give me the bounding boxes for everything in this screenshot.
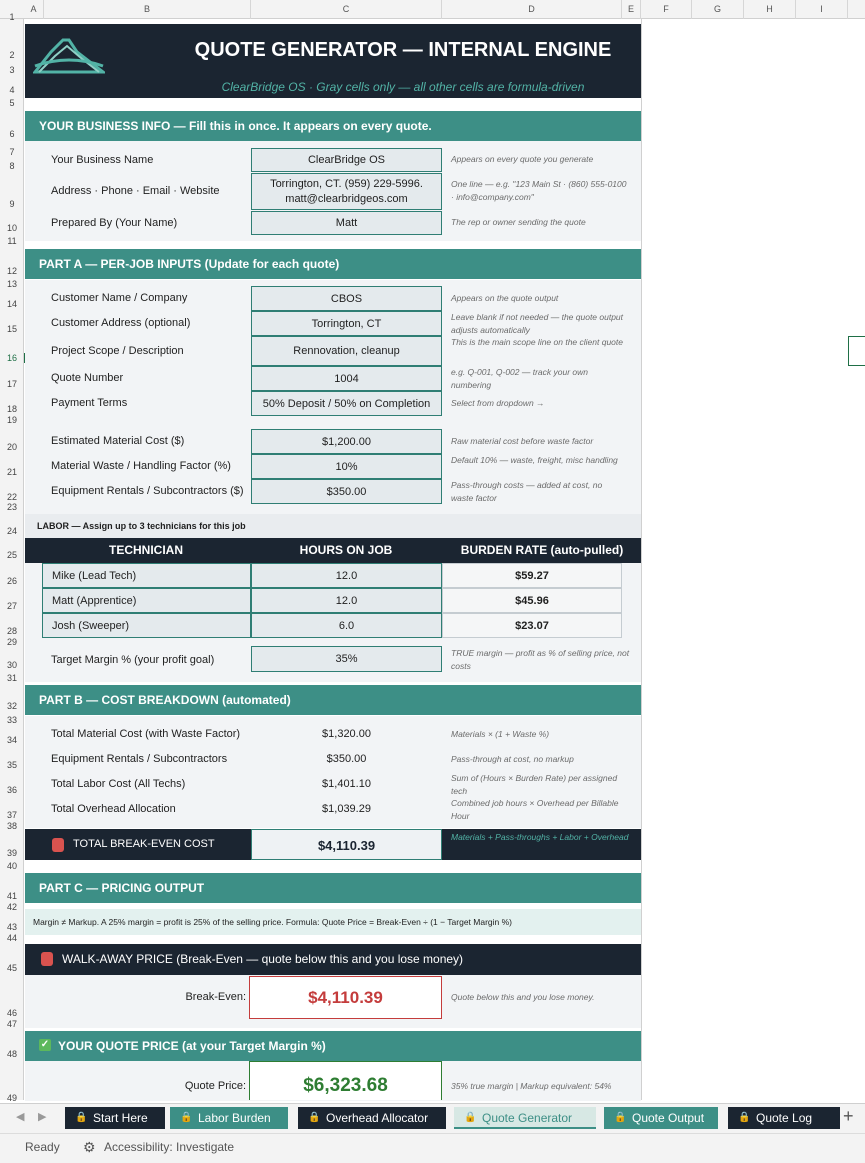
row-number[interactable]: 6 — [9, 129, 15, 139]
row-number[interactable]: 3 — [9, 65, 15, 75]
lock-icon: 🔒 — [308, 1112, 321, 1123]
row-number[interactable]: 45 — [6, 963, 17, 973]
quote-price-hint: 35% true margin | Markup equivalent: 54% — [451, 1081, 612, 1091]
add-sheet-icon[interactable]: + — [843, 1106, 854, 1126]
cost-row-hint: Default 10% — waste, freight, misc handling — [451, 455, 618, 465]
sheet-tab-quote-output[interactable] — [604, 1107, 718, 1129]
part-a-row-hint: Leave blank if not needed — the quote output adjusts automatically — [451, 312, 624, 335]
labor-note: LABOR — Assign up to 3 technicians for this job — [25, 514, 641, 538]
breakeven-hint: Quote below this and you lose money. — [451, 992, 595, 1002]
part-b-row-hint: Pass-through at cost, no markup — [451, 754, 574, 764]
sheet-tab-label: Quote Log — [756, 1111, 813, 1125]
part-a-row-label: Customer Address (optional) — [51, 317, 191, 329]
row-number[interactable]: 39 — [6, 848, 17, 858]
sheet-tab-labor-burden[interactable] — [170, 1107, 288, 1129]
business-row-label: Your Business Name — [51, 154, 154, 166]
part-a-input-4[interactable]: 50% Deposit / 50% on Completion — [251, 391, 442, 416]
row-number[interactable]: 22 — [6, 492, 17, 502]
status-ready: Ready — [25, 1140, 60, 1154]
breakeven-total-bar — [25, 829, 641, 860]
business-section-header: YOUR BUSINESS INFO — Fill this in once. It appears on every quote. — [25, 111, 641, 141]
part-b-row-hint: Combined job hours × Overhead per Billable Hour — [451, 798, 619, 821]
labor-col-hours: HOURS ON JOB — [299, 543, 393, 557]
row-number[interactable]: 43 — [6, 922, 17, 932]
row-number[interactable]: 19 — [6, 415, 17, 425]
row-number[interactable]: 26 — [6, 576, 17, 586]
business-row-hint: Appears on every quote you generate — [451, 154, 594, 164]
row-number[interactable]: 47 — [6, 1019, 17, 1029]
row-number[interactable]: 20 — [6, 442, 17, 452]
part-b-row-hint: Sum of (Hours × Burden Rate) per assigned tech — [451, 773, 618, 796]
technician-input-2[interactable]: Josh (Sweeper) — [42, 613, 251, 638]
part-a-row-label: Project Scope / Description — [51, 345, 184, 357]
row-number[interactable]: 24 — [6, 526, 17, 536]
part-a-header: PART A — PER-JOB INPUTS (Update for each quote) — [25, 249, 641, 279]
business-row-label: Prepared By (Your Name) — [51, 217, 178, 229]
part-b-value: $350.00 — [326, 753, 367, 765]
row-number[interactable]: 2 — [9, 50, 15, 60]
row-number[interactable]: 17 — [6, 379, 17, 389]
business-row-label: Address · Phone · Email · Website — [51, 185, 220, 197]
part-c-header: PART C — PRICING OUTPUT — [25, 873, 641, 903]
total-breakeven-value: $4,110.39 — [251, 829, 442, 860]
row-number[interactable]: 30 — [6, 660, 17, 670]
margin-hint: TRUE margin — profit as % of selling price, not costs — [451, 648, 630, 671]
row-number[interactable]: 44 — [6, 933, 17, 943]
row-number[interactable]: 16 — [0, 353, 26, 363]
walkaway-header-bar — [25, 944, 641, 975]
row-number[interactable]: 28 — [6, 626, 17, 636]
row-number[interactable]: 1 — [9, 12, 15, 22]
part-a-input-1[interactable]: Torrington, CT — [251, 311, 442, 336]
technician-input-1[interactable]: Matt (Apprentice) — [42, 588, 251, 613]
banner — [25, 24, 641, 98]
lock-icon: 🔒 — [614, 1112, 627, 1123]
total-breakeven-hint: Materials + Pass-throughs + Labor + Overhead — [451, 832, 629, 842]
part-a-input-0[interactable]: CBOS — [251, 286, 442, 311]
lock-icon: 🔒 — [180, 1112, 193, 1123]
sheet-tab-label: Start Here — [93, 1111, 148, 1125]
column-letter[interactable]: F — [641, 0, 692, 19]
lock-icon: 🔒 — [75, 1112, 88, 1123]
cost-input-0[interactable]: $1,200.00 — [251, 429, 442, 454]
part-b-value: $1,401.10 — [322, 778, 371, 790]
column-letter[interactable]: H — [744, 0, 796, 19]
column-letter[interactable]: E — [622, 0, 641, 19]
row-header — [0, 12, 24, 1103]
row-number[interactable]: 11 — [7, 236, 17, 246]
column-header — [0, 0, 865, 19]
burden-rate-value: $23.07 — [442, 613, 622, 638]
row-number[interactable]: 32 — [6, 701, 17, 711]
target-margin-input[interactable]: 35% — [251, 646, 442, 672]
quote-price-value: $6,323.68 — [249, 1061, 442, 1100]
cost-input-2[interactable]: $350.00 — [251, 479, 442, 504]
row-number[interactable]: 29 — [6, 637, 17, 647]
accessibility-icon[interactable]: ⚙ — [83, 1139, 96, 1155]
labor-col-technician: TECHNICIAN — [109, 543, 183, 557]
row-number[interactable]: 14 — [6, 299, 17, 309]
sheet-tab-label: Labor Burden — [198, 1111, 271, 1125]
row-number[interactable]: 4 — [9, 85, 15, 95]
labor-header-bar — [25, 538, 641, 563]
row-number[interactable]: 8 — [9, 161, 15, 171]
business-input-1[interactable]: Torrington, CT. (959) 229-5996. matt@clearbridgeos.com — [251, 173, 442, 210]
row-number[interactable]: 15 — [6, 324, 17, 334]
row-number[interactable]: 33 — [6, 715, 17, 725]
part-a-input-3[interactable]: 1004 — [251, 366, 442, 391]
sheet-tab-quote-log[interactable] — [728, 1107, 840, 1129]
row-number[interactable]: 42 — [6, 902, 17, 912]
part-a-input-2[interactable]: Rennovation, cleanup — [251, 336, 442, 366]
empty-sheet-area[interactable] — [641, 19, 865, 1100]
technician-input-0[interactable]: Mike (Lead Tech) — [42, 563, 251, 588]
breakeven-value: $4,110.39 — [249, 976, 442, 1019]
row-number[interactable]: 36 — [6, 785, 17, 795]
siren-icon — [52, 838, 64, 852]
cost-row-label: Material Waste / Handling Factor (%) — [51, 460, 231, 472]
row-number[interactable]: 10 — [6, 223, 17, 233]
row-number[interactable]: 37 — [6, 810, 17, 820]
breakeven-label: Break-Even: — [185, 991, 246, 1003]
part-a-row-hint: This is the main scope line on the client quote — [451, 337, 623, 347]
hours-input-0[interactable]: 12.0 — [251, 563, 442, 588]
part-a-row-label: Customer Name / Company — [51, 292, 188, 304]
column-letter[interactable]: B — [44, 0, 251, 19]
cost-row-hint: Raw material cost before waste factor — [451, 436, 594, 446]
status-bar — [0, 1133, 865, 1163]
row-number[interactable]: 13 — [6, 279, 17, 289]
business-row-hint: One line — e.g. "123 Main St · (860) 555-0100 · info@company.com" — [451, 179, 627, 202]
part-a-row-hint: Select from dropdown → — [451, 398, 545, 408]
siren-icon — [41, 952, 53, 966]
row-number[interactable]: 5 — [9, 98, 15, 108]
part-b-row-hint: Materials × (1 + Waste %) — [451, 729, 550, 739]
cost-row-hint: Pass-through costs — added at cost, no waste factor — [451, 480, 603, 503]
part-b-row-label: Equipment Rentals / Subcontractors — [51, 753, 228, 765]
row-number[interactable]: 21 — [6, 467, 17, 477]
quote-price-label: Quote Price: — [184, 1080, 246, 1092]
quote-header: YOUR QUOTE PRICE (at your Target Margin %) — [58, 1039, 326, 1053]
hours-input-2[interactable]: 6.0 — [251, 613, 442, 638]
part-b-row-label: Total Material Cost (with Waste Factor) — [51, 728, 241, 740]
part-a-row-hint: e.g. Q-001, Q-002 — track your own numbering — [451, 367, 589, 390]
row-number[interactable]: 31 — [6, 673, 17, 683]
accessibility-status[interactable]: Accessibility: Investigate — [104, 1140, 235, 1154]
row-number[interactable]: 34 — [6, 735, 17, 745]
business-input-2[interactable]: Matt — [251, 211, 442, 235]
part-a-row-label: Quote Number — [51, 372, 124, 384]
cost-row-label: Equipment Rentals / Subcontractors ($) — [51, 485, 244, 497]
part-a-row-hint: Appears on the quote output — [451, 293, 559, 303]
burden-rate-value: $59.27 — [442, 563, 622, 588]
selected-cell-indicator[interactable] — [848, 336, 865, 366]
row-number[interactable]: 49 — [6, 1093, 17, 1103]
part-b-header: PART B — COST BREAKDOWN (automated) — [25, 685, 641, 715]
row-number[interactable]: 38 — [6, 821, 17, 831]
column-letter[interactable]: D — [442, 0, 622, 19]
tab-scroll-right-icon[interactable]: ▶ — [38, 1111, 47, 1123]
sheet-tab-start-here[interactable] — [65, 1107, 165, 1129]
column-letter[interactable]: C — [251, 0, 442, 19]
sheet-tab-label: Overhead Allocator — [326, 1111, 429, 1125]
part-b-value: $1,039.29 — [322, 803, 371, 815]
row-number[interactable]: 9 — [9, 199, 15, 209]
part-b-row-label: Total Overhead Allocation — [51, 803, 176, 815]
cost-row-label: Estimated Material Cost ($) — [51, 435, 185, 447]
cost-input-1[interactable]: 10% — [251, 454, 442, 479]
page-title: QUOTE GENERATOR — INTERNAL ENGINE — [194, 39, 612, 61]
labor-col-rate: BURDEN RATE (auto-pulled) — [460, 543, 624, 557]
row-number[interactable]: 40 — [6, 861, 17, 871]
sheet-tabs-bar — [0, 1103, 865, 1133]
row-number[interactable]: 12 — [6, 266, 17, 276]
row-number[interactable]: 35 — [6, 760, 17, 770]
lock-icon: 🔒 — [464, 1112, 477, 1123]
tab-scroll-left-icon[interactable]: ◀ — [16, 1111, 25, 1123]
burden-rate-value: $45.96 — [442, 588, 622, 613]
column-letter[interactable]: A — [24, 0, 44, 19]
sheet-tab-quote-generator[interactable] — [454, 1107, 596, 1129]
margin-note: Margin ≠ Markup. A 25% margin = profit is 25% of the selling price. Formula: Quote Price = Break-Even ÷ (1 − Target Margin %) — [25, 909, 641, 935]
quote-header-bar — [25, 1031, 641, 1061]
part-b-row-label: Total Labor Cost (All Techs) — [51, 778, 186, 790]
business-input-0[interactable]: ClearBridge OS — [251, 148, 442, 172]
row-number[interactable]: 18 — [6, 404, 17, 414]
row-number[interactable]: 48 — [6, 1049, 17, 1059]
row-number[interactable]: 7 — [9, 147, 15, 157]
margin-label: Target Margin % (your profit goal) — [51, 654, 215, 666]
sheet-tab-overhead-allocator[interactable] — [298, 1107, 446, 1129]
hours-input-1[interactable]: 12.0 — [251, 588, 442, 613]
row-number[interactable]: 23 — [6, 502, 17, 512]
lock-icon: 🔒 — [738, 1112, 751, 1123]
part-a-row-label: Payment Terms — [51, 397, 128, 409]
row-number[interactable]: 25 — [6, 550, 17, 560]
part-b-value: $1,320.00 — [322, 728, 371, 740]
total-breakeven-label: TOTAL BREAK-EVEN COST — [73, 838, 215, 850]
row-number[interactable]: 41 — [6, 891, 17, 901]
row-number[interactable]: 27 — [6, 601, 17, 611]
column-letter[interactable]: G — [692, 0, 744, 19]
column-letter[interactable]: I — [796, 0, 848, 19]
checkmark-icon: ✓ — [40, 1039, 50, 1050]
row-number[interactable]: 46 — [6, 1008, 17, 1018]
sheet-tab-label: Quote Output — [632, 1111, 705, 1125]
page-subtitle: ClearBridge OS · Gray cells only — all other cells are formula-driven — [221, 80, 585, 94]
walkaway-header: WALK-AWAY PRICE (Break-Even — quote below this and you lose money) — [62, 952, 464, 966]
sheet-tab-label: Quote Generator — [482, 1111, 573, 1125]
business-row-hint: The rep or owner sending the quote — [451, 217, 586, 227]
